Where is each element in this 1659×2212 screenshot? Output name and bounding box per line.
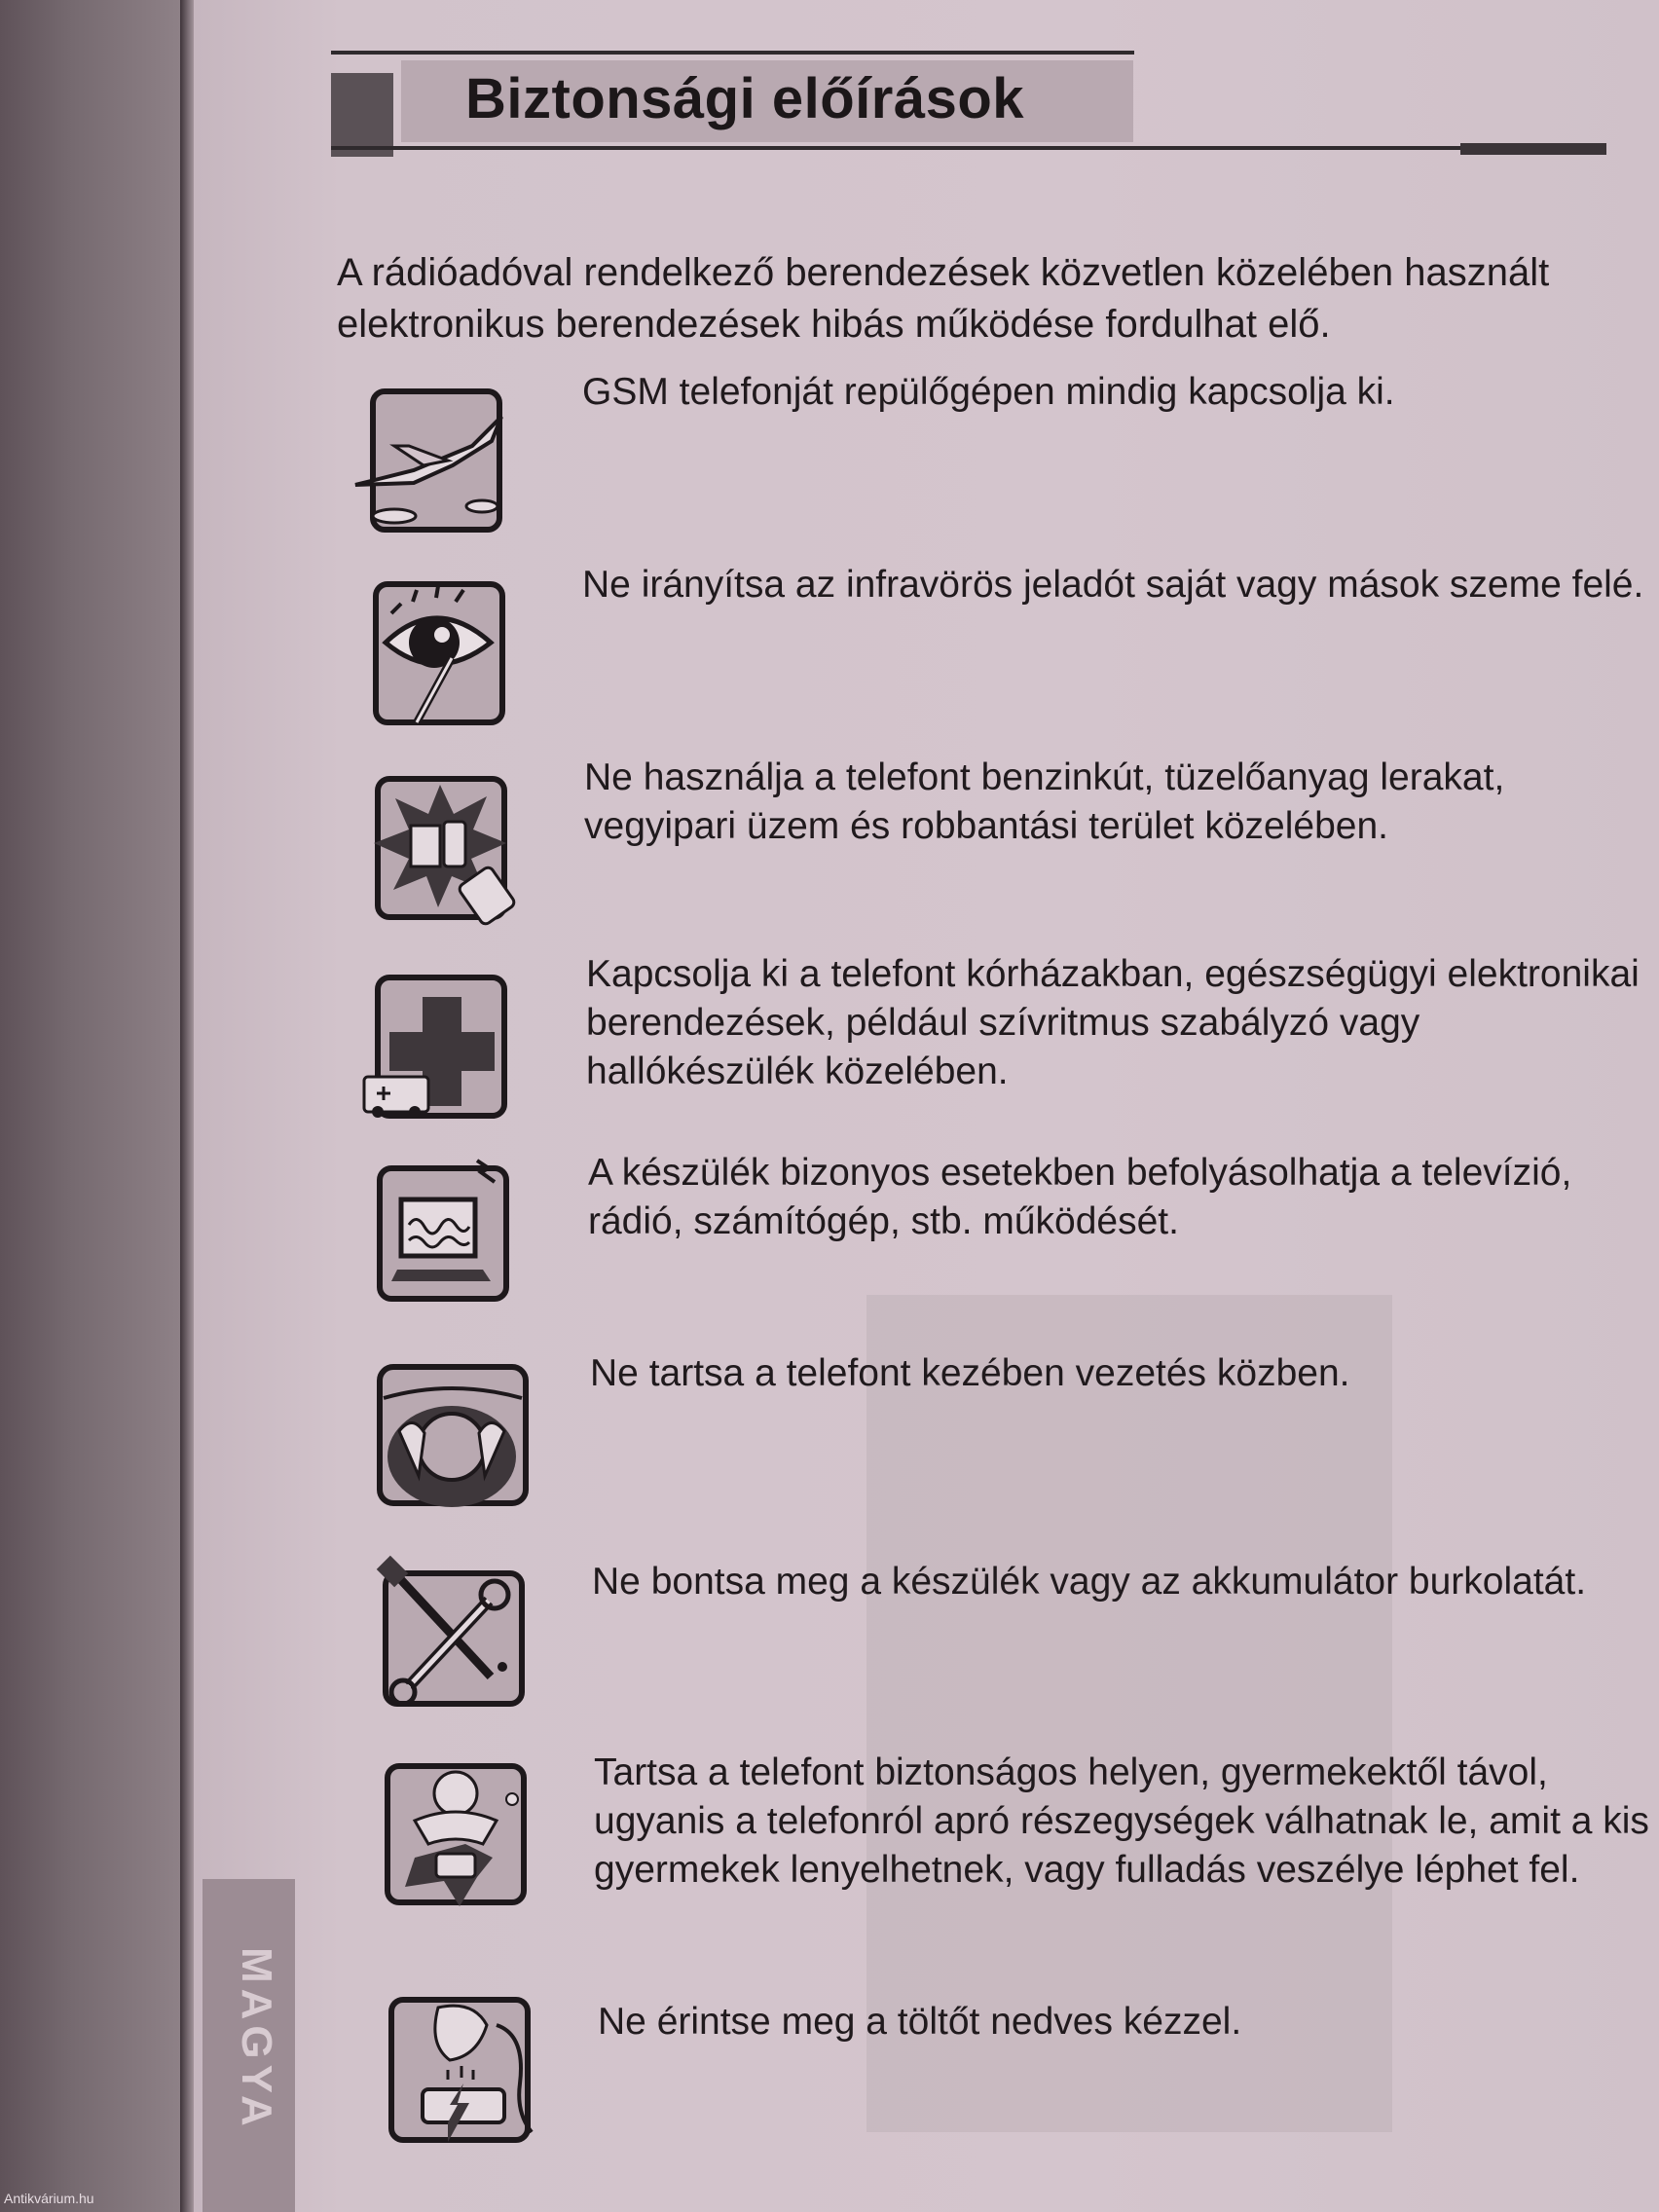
airplane-icon xyxy=(355,387,516,535)
header-rule xyxy=(331,146,1606,150)
eye-laser-icon xyxy=(358,580,519,728)
page-title: Biztonsági előírások xyxy=(465,67,1025,130)
steering-wheel-icon xyxy=(370,1359,531,1507)
language-tab-label: MAGYA xyxy=(233,1947,280,2132)
child-phone-icon xyxy=(376,1760,536,1908)
safety-item-8: Tartsa a telefont biztonságos helyen, gyermekektől távol, ugyanis a telefonról apró részegységek válhatnak le, amit a kis gyermekek lenyelhetnek, vagy fulladás veszélye léphet fel. xyxy=(594,1751,1649,1891)
hospital-cross-icon xyxy=(360,974,521,1122)
watermark: Antikvárium.hu xyxy=(4,2191,94,2206)
book-spine xyxy=(0,0,180,2212)
safety-item-4: Kapcsolja ki a telefont kórházakban, egészségügyi elektronikai berendezések, például szívritmus szabályzó vagy hallókészülék közelében. xyxy=(586,953,1640,1092)
screwdriver-wrench-icon xyxy=(374,1562,535,1710)
safety-item-2: Ne irányítsa az infravörös jeladót saját vagy mások szeme felé. xyxy=(582,564,1644,606)
safety-item-7: Ne bontsa meg a készülék vagy az akkumulátor burkolatát. xyxy=(592,1561,1587,1603)
header-rule-accent xyxy=(1460,143,1606,155)
safety-item-1: GSM telefonját repülőgépen mindig kapcsolja ki. xyxy=(582,371,1395,413)
explosion-fuel-icon xyxy=(360,775,521,923)
safety-item-5: A készülék bizonyos esetekben befolyásolhatja a televízió, rádió, számítógép, stb. működését. xyxy=(588,1152,1572,1242)
header-dark-block xyxy=(331,73,393,157)
safety-item-3: Ne használja a telefont benzinkút, tüzelőanyag lerakat, vegyipari üzem és robbantási terület közelében. xyxy=(584,756,1505,847)
computer-interference-icon xyxy=(362,1155,523,1303)
intro-paragraph: A rádióadóval rendelkező berendezések közvetlen közelében használt elektronikus berendezések hibás működése fordulhat elő. xyxy=(337,251,1550,346)
charger-wet-hand-icon xyxy=(380,1996,540,2144)
safety-item-9: Ne érintse meg a töltőt nedves kézzel. xyxy=(598,2001,1242,2043)
page-edge xyxy=(180,0,194,2212)
safety-item-6: Ne tartsa a telefont kezében vezetés közben. xyxy=(590,1352,1350,1394)
